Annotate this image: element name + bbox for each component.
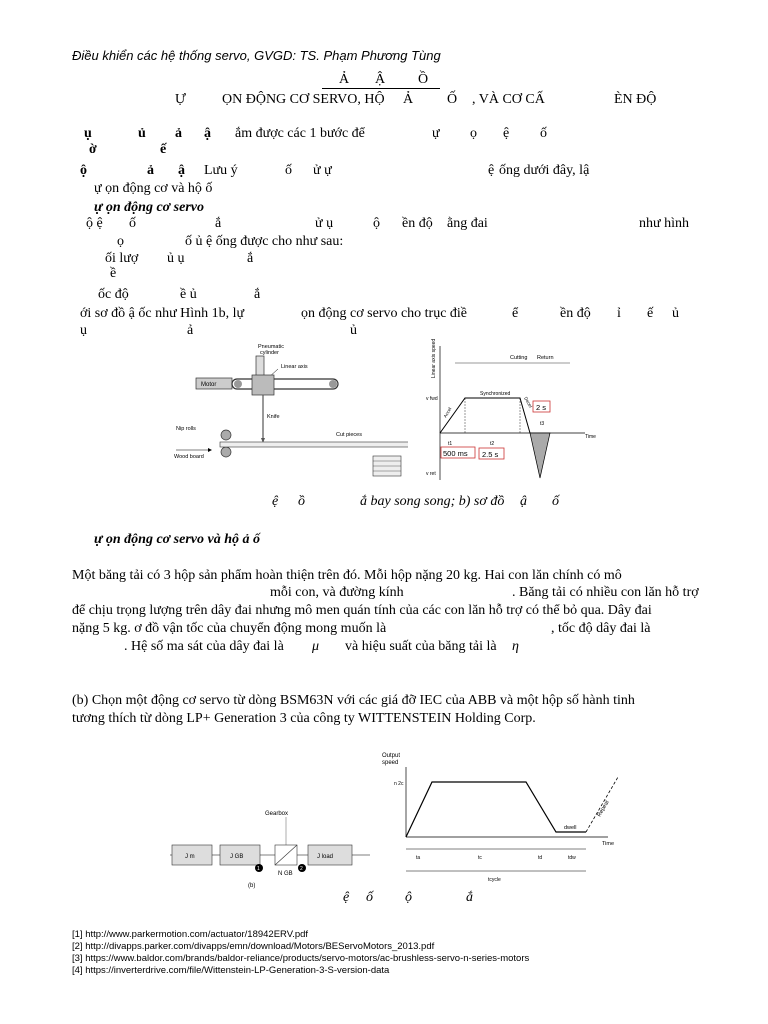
part-b-line-2: tương thích từ dòng LP+ Generation 3 của công ty WITTENSTEIN Holding Corp. [72, 711, 536, 726]
svg-text:J load: J load [317, 854, 334, 860]
svg-text:J GB: J GB [230, 854, 244, 860]
section-a-line-4: ề [110, 266, 117, 281]
speed-trace [406, 782, 586, 837]
intro-line-4: ự ọn động cơ và hộ ố [94, 181, 213, 196]
carriage [252, 375, 274, 395]
svg-text:500 ms: 500 ms [443, 449, 468, 458]
output-label: Output [382, 753, 401, 759]
time-label: Time [585, 434, 596, 440]
svg-text:tdw: tdw [568, 855, 576, 861]
vfwd-label: v fwd [426, 396, 438, 402]
reference-2: [2] http://divapps.parker.com/divapps/emn/download/Motors/BEServoMotors_2013.pdf [72, 941, 435, 952]
reference-4: [4] https://inverterdrive.com/file/Wittenstein-LP-Generation-3-S-version-data [72, 965, 390, 976]
accel-label: Accel [442, 406, 453, 419]
figure-2a-drive-train [170, 805, 370, 890]
knife-label: Knife [267, 414, 280, 420]
vret-label: v ret [426, 471, 436, 477]
time-label: Time [602, 841, 615, 847]
svg-text:tc: tc [478, 855, 482, 861]
reference-3: [3] https://www.baldor.com/brands/baldor-reliance/products/servo-motors/ac-brushless-servo-n-series-motors [72, 953, 530, 964]
t3-label: t3 [540, 421, 545, 427]
linear-axis-label: Linear axis [281, 364, 308, 370]
svg-text:J m: J m [185, 854, 195, 860]
synchronized-label: Synchronized [480, 391, 511, 397]
reference-1: [1] http://www.parkermotion.com/actuator/18942ERV.pdf [72, 929, 309, 940]
cut-pieces-label: Cut pieces [336, 432, 362, 438]
section-b-para-line-1: Một băng tải có 3 hộp sản phẩm hoàn thiện trên đó. Mỗi hộp nặng 20 kg. Hai con lăn chính có mô [72, 568, 622, 583]
t2-label: t2 [490, 441, 495, 447]
svg-text:td: td [538, 855, 543, 861]
belt [232, 379, 338, 389]
repeat-label: Repeat [596, 799, 611, 818]
title-rule [322, 88, 440, 89]
title-accent: Ậ [375, 72, 386, 87]
title-accent: Ả [339, 72, 350, 87]
nip-rolls-label: Nip rolls [176, 426, 196, 432]
pneumatic-label: Pneumatic [258, 344, 284, 350]
svg-text:2 s: 2 s [536, 403, 547, 412]
fig-b-label: (b) [248, 883, 256, 889]
motor-label: Motor [201, 382, 217, 388]
dwell-label: dwell [564, 825, 577, 831]
ngb-label: N GB [278, 871, 293, 877]
tcycle-label: tcycle [488, 877, 501, 883]
svg-text:2: 2 [300, 866, 303, 872]
return-profile [530, 433, 550, 478]
svg-text:2.5 s: 2.5 s [482, 450, 499, 459]
speed-label: speed [382, 760, 399, 766]
figure-1b-speed-profile [420, 338, 600, 488]
wood-board-label: Wood board [174, 454, 204, 460]
section-a-heading: ự ọn động cơ servo [94, 200, 205, 215]
title-accent: Ồ [418, 72, 429, 87]
y-axis-label: Linear axis speed [431, 338, 437, 378]
cutting-label: Cutting [510, 355, 528, 361]
n2c-label: n 2c [394, 781, 404, 787]
decel-label: Decel [523, 396, 534, 409]
section-b-para-line-3: để chịu trọng lượng trên dây đai nhưng mô men quán tính của các con lăn hỗ trợ có thể bỏ qua. Dây đai [72, 603, 652, 618]
cylinder-label: cylinder [260, 350, 279, 356]
return-label: Return [537, 355, 554, 361]
svg-text:1: 1 [257, 866, 260, 872]
figure-1a-mechanism [168, 338, 408, 484]
forward-profile [440, 398, 530, 433]
wood-board [220, 442, 408, 447]
part-b-line-1: (b) Chọn một động cơ servo từ dòng BSM63N với các giá đỡ IEC của ABB và một hộp số hành tinh [72, 693, 635, 708]
page-header: Điều khiển các hệ thống servo, GVGD: TS. Phạm Phương Tùng [72, 48, 441, 63]
section-b-heading: ự ọn động cơ servo và hộ ả ố [94, 532, 261, 547]
gearbox-label: Gearbox [265, 811, 289, 817]
svg-text:ta: ta [416, 855, 421, 861]
figure-2b-speed-profile [368, 745, 630, 885]
t1-label: t1 [448, 441, 453, 447]
